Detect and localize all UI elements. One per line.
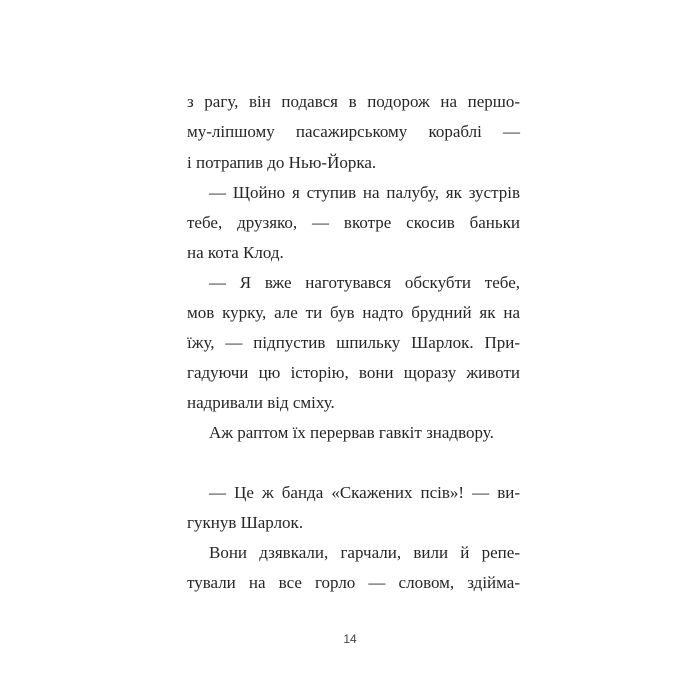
text-line: тували на все горло — словом, здійма- <box>187 573 520 592</box>
text-line: гукнув Шарлок. <box>187 513 304 532</box>
text-line: — Щойно я ступив на палубу, як зустрів <box>209 183 520 202</box>
page-number: 14 <box>343 632 357 646</box>
text-line: гадуючи цю історію, вони щоразу животи <box>187 363 520 382</box>
text-line: надривали від сміху. <box>187 393 335 412</box>
text-line: му-ліпшому пасажирському кораблі — <box>187 122 520 141</box>
text-line: мов курку, але ти був надто брудний як на <box>187 303 520 322</box>
text-line: їжу, — підпустив шпильку Шарлок. При- <box>187 333 520 352</box>
text-line: тебе, друзяко, — вкотре скосив баньки <box>187 213 520 232</box>
text-line: Вони дзявкали, гарчали, вили й репе- <box>209 543 520 562</box>
text-line: і потрапив до Нью-Йорка. <box>187 153 377 172</box>
text-line: на кота Клод. <box>187 243 284 262</box>
text-line: — Я вже наготувався обскубти тебе, <box>209 273 520 292</box>
text-line: — Це ж банда «Скажених псів»! — ви- <box>209 483 520 502</box>
text-line: Аж раптом їх перервав гавкіт знадвору. <box>209 423 494 442</box>
text-line: з рагу, він подався в подорож на першо- <box>187 92 520 111</box>
